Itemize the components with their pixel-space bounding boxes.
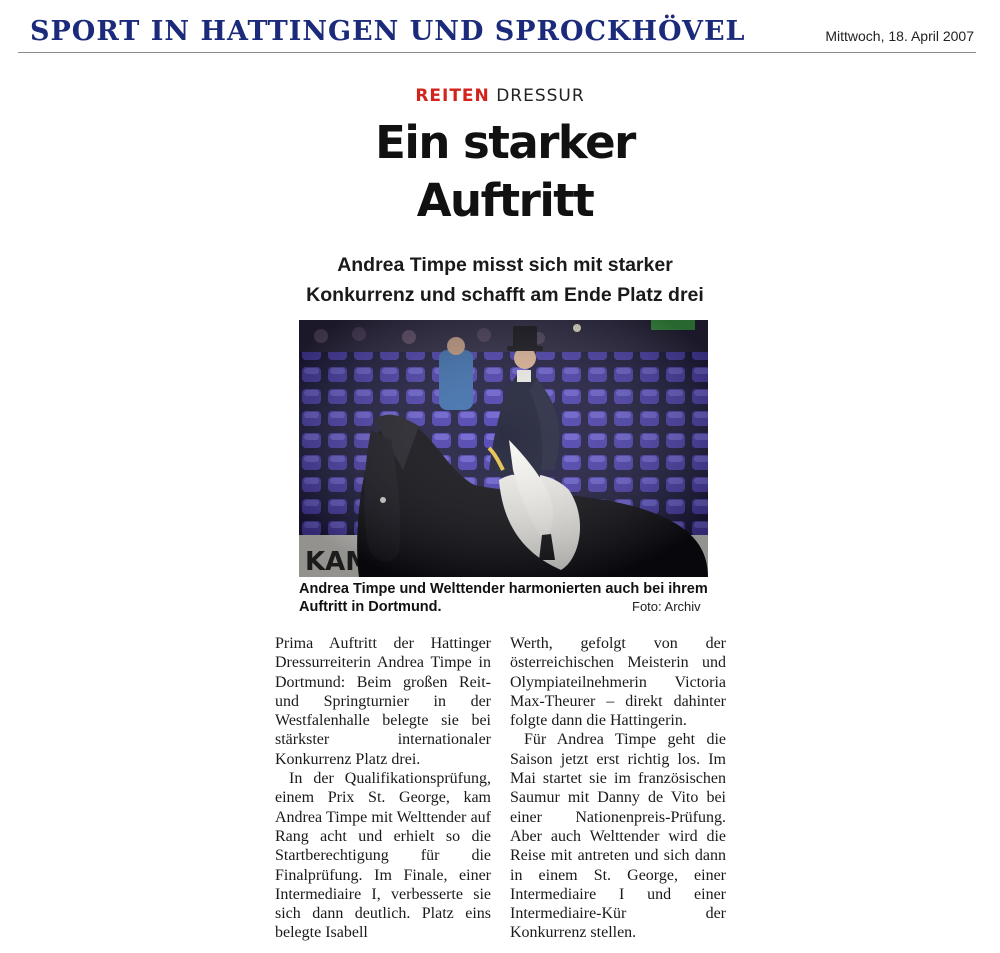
subheadline-line-1: Andrea Timpe misst sich mit starker (337, 254, 673, 276)
kicker-subcategory: DRESSUR (496, 86, 585, 106)
photo-caption: Andrea Timpe und Welttender harmonierten auch bei ihrem Auftritt in Dortmund. (299, 581, 708, 615)
masthead (18, 14, 976, 53)
kicker (0, 86, 1000, 106)
section-title: SPORT IN HATTINGEN UND SPROCKHÖVEL (30, 16, 746, 47)
body-paragraph: Für Andrea Timpe geht die Saison jetzt erst richtig los. Im Mai startet sie im französischen Saumur mit Danny de Vito bei einer Nationenpreis-Prüfung. Aber auch Welttender wird die Reise mit antreten und sich dann in einem St. George, einer Intermediaire I und einer Intermediaire-Kür der Konkurrenz stellen. (510, 731, 726, 942)
headline-line-2: Auftritt (416, 174, 594, 227)
body-paragraph: In der Qualifikationsprüfung, einem Prix St. George, kam Andrea Timpe mit Welttender auf Rang acht und erhielt so die Startberechtigung für die Finalprüfung. Im Finale, einer Intermediaire I, verbesserte sie sich dann deutlich. Platz eins belegte Isabell (275, 770, 491, 942)
subheadline-line-2: Konkurrenz und schafft am Ende Platz drei (306, 284, 704, 306)
article-photo (299, 320, 708, 577)
dressage-rider-photo (299, 320, 708, 577)
issue-date: Mittwoch, 18. April 2007 (825, 28, 974, 44)
photo-credit: Foto: Archiv (632, 599, 701, 614)
body-paragraph: Prima Auftritt der Hattinger Dressurreiterin Andrea Timpe in Dortmund: Beim großen Reit- und Springturnier in der Westfalenhalle belegte sie bei stärkster internationaler Konkurrenz Platz drei. (275, 635, 491, 768)
headline-line-1: Ein starker (375, 116, 635, 169)
body-paragraph: Werth, gefolgt von der österreichischen Meisterin und Olympiateilnehmerin Victoria Max-Theurer – direkt dahinter folgte dann die Hattingerin. (510, 635, 726, 730)
article-column-right (510, 634, 726, 943)
headline (250, 114, 760, 230)
article-column-left (275, 634, 491, 943)
subheadline (260, 250, 750, 310)
kicker-category: REITEN (415, 86, 490, 106)
